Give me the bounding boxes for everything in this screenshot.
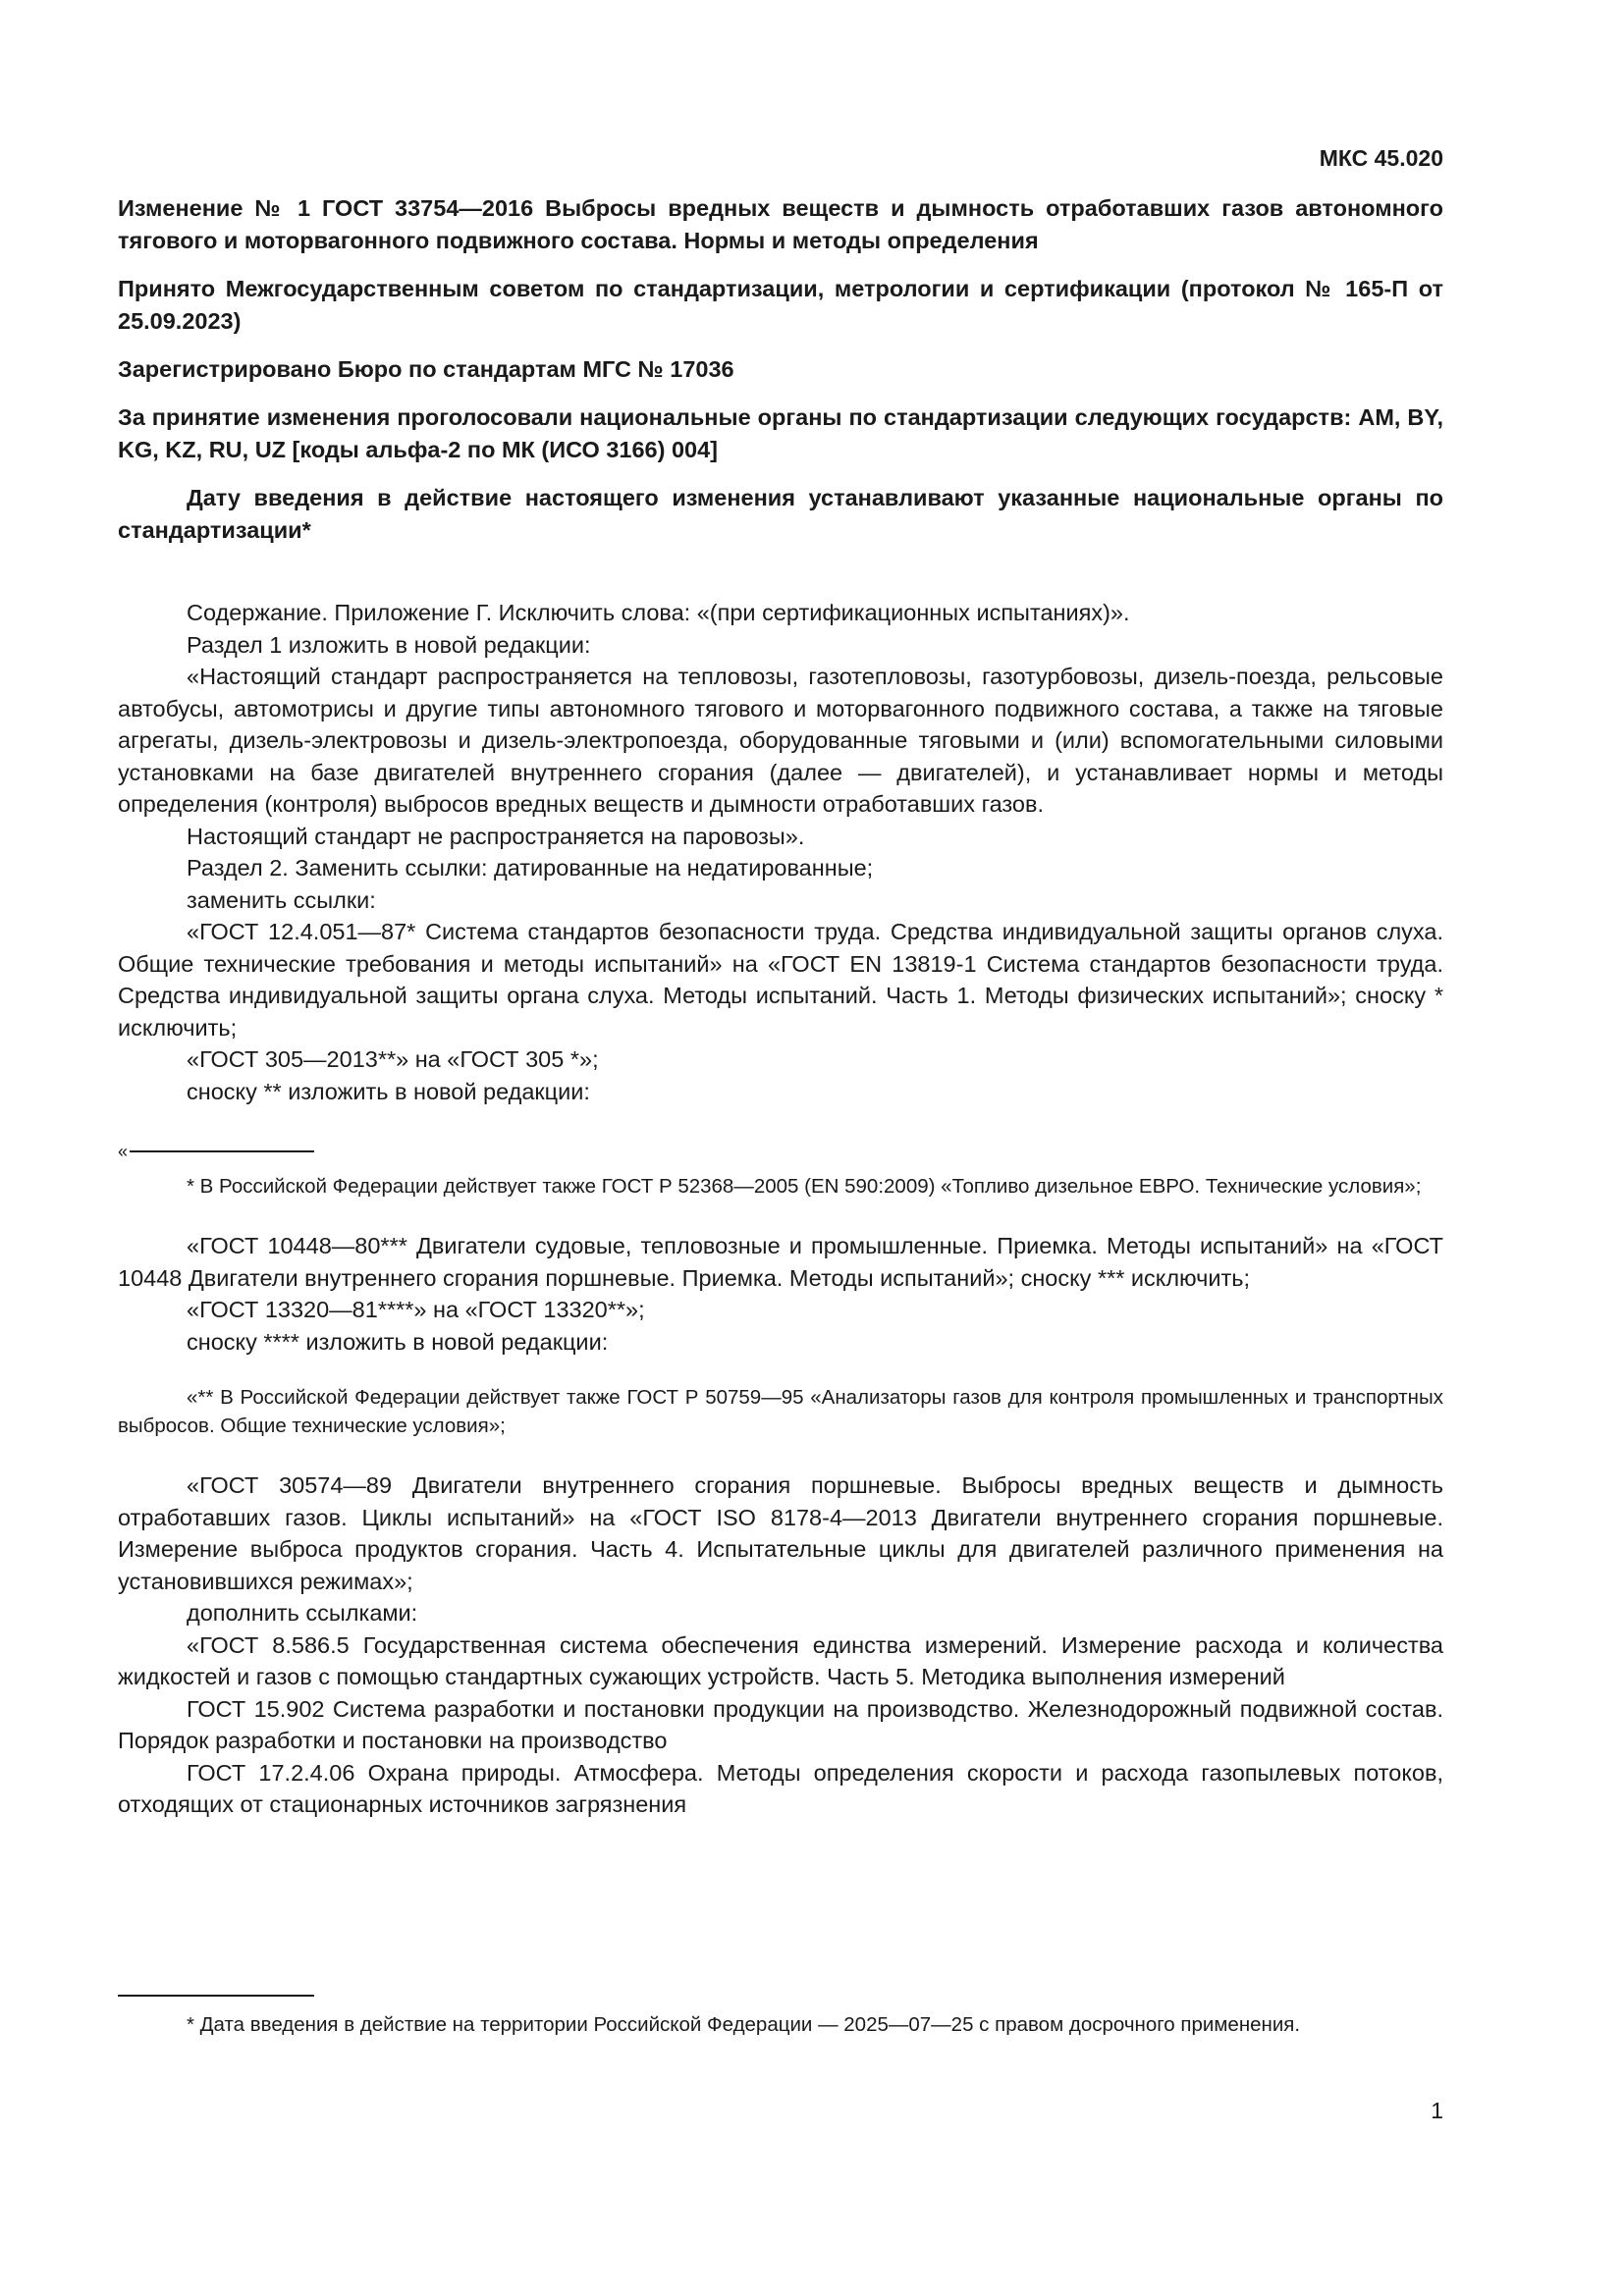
paragraph: «ГОСТ 305—2013**» на «ГОСТ 305 *»; <box>187 1046 599 1072</box>
paragraph: «ГОСТ 30574—89 Двигатели внутреннего сгорания поршневые. Выбросы вредных веществ и дымность отработавших газов. Циклы испытаний» на «ГОСТ ISO 8178-4—2013 Двигатели внутреннего сгорания поршневые. Измерение выброса продуктов сгорания. Часть 4. Испытательные циклы для двигателей различного применения на установившихся режимах»; <box>118 1472 1443 1594</box>
quoted-footnote-rule <box>118 1142 1443 1161</box>
footnote-text: * В Российской Федерации действует также ГОСТ Р 52368—2005 (EN 590:2009) «Топливо дизельное ЕВРО. Технические условия»; <box>187 1175 1422 1198</box>
quote-mark: « <box>118 1142 129 1161</box>
paragraph: ГОСТ 17.2.4.06 Охрана природы. Атмосфера. Методы определения скорости и расхода газопылевых потоков, отходящих от стационарных источников загрязнения <box>118 1759 1443 1817</box>
paragraph: Раздел 2. Заменить ссылки: датированные на недатированные; <box>187 855 874 881</box>
paragraph: Настоящий стандарт не распространяется на паровозы». <box>187 823 805 849</box>
document-header <box>118 192 1443 562</box>
paragraph: «ГОСТ 12.4.051—87* Система стандартов безопасности труда. Средства индивидуальной защиты органов слуха. Общие технические требования и методы испытаний» на «ГОСТ EN 13819-1 Система стандартов безопасности труда. Средства индивидуальной защиты органа слуха. Методы испытаний. Часть 1. Методы физических испытаний»; сноску * исключить; <box>118 919 1443 1041</box>
adopted-statement: Принято Межгосударственным советом по стандартизации, метрологии и сертификации (протокол № 165-П от 25.09.2023) <box>118 276 1443 334</box>
document-body <box>118 597 1443 1821</box>
effective-date-statement: Дату введения в действие настоящего изменения устанавливают указанные национальные органы по стандартизации* <box>118 485 1443 543</box>
voting-statement: За принятие изменения проголосовали национальные органы по стандартизации следующих государств: AM, BY, KG, KZ, RU, UZ [коды альфа-2 по МК (ИСО 3166) 004] <box>118 404 1443 462</box>
page-number: 1 <box>1431 2098 1443 2123</box>
paragraph: ГОСТ 15.902 Система разработки и постановки продукции на производство. Железнодорожный подвижной состав. Порядок разработки и постановки на производство <box>118 1695 1443 1753</box>
paragraph: «ГОСТ 10448—80*** Двигатели судовые, тепловозные и промышленные. Приемка. Методы испытаний» на «ГОСТ 10448 Двигатели внутреннего сгорания поршневые. Приемка. Методы испытаний»; сноску *** исключить; <box>118 1233 1443 1291</box>
registration-statement: Зарегистрировано Бюро по стандартам МГС № 17036 <box>118 356 734 382</box>
paragraph: «ГОСТ 13320—81****» на «ГОСТ 13320**»; <box>187 1297 645 1322</box>
footnote-divider <box>130 1150 314 1152</box>
footnote-text: «** В Российской Федерации действует также ГОСТ Р 50759—95 «Анализаторы газов для контроля промышленных и транспортных выбросов. Общие технические условия»; <box>118 1386 1443 1437</box>
paragraph: сноску **** изложить в новой редакции: <box>187 1328 609 1355</box>
paragraph: «ГОСТ 8.586.5 Государственная система обеспечения единства измерений. Измерение расхода и количества жидкостей и газов с помощью стандартных сужающих устройств. Часть 5. Методика выполнения измерений <box>118 1631 1443 1689</box>
paragraph: дополнить ссылками: <box>187 1600 418 1626</box>
paragraph: сноску ** изложить в новой редакции: <box>187 1078 590 1104</box>
amendment-title: Изменение № 1 ГОСТ 33754—2016 Выбросы вредных веществ и дымность отработавших газов автономного тягового и моторвагонного подвижного состава. Нормы и методы определения <box>118 195 1443 253</box>
mks-code: МКС 45.020 <box>1319 145 1443 171</box>
paragraph: заменить ссылки: <box>187 886 376 913</box>
paragraph: Раздел 1 изложить в новой редакции: <box>187 631 591 658</box>
footnote-text: * Дата введения в действие на территории Российской Федерации — 2025—07—25 с правом досрочного применения. <box>187 2013 1301 2036</box>
paragraph: Содержание. Приложение Г. Исключить слова: «(при сертификационных испытаниях)». <box>187 600 1130 625</box>
paragraph: «Настоящий стандарт распространяется на тепловозы, газотепловозы, газотурбовозы, дизель-поезда, рельсовые автобусы, автомотрисы и другие типы автономного тягового и моторвагонного подвижного состава, а также на тяговые агрегаты, дизель-электровозы и дизель-электропоезда, оборудованные тяговыми и (или) вспомогательными силовыми установками на базе двигателей внутреннего сгорания (далее — двигателей), и устанавливает нормы и методы определения (контроля) выбросов вредных веществ и дымности отработавших газов. <box>118 664 1443 817</box>
page-footnote <box>118 1995 1443 2039</box>
